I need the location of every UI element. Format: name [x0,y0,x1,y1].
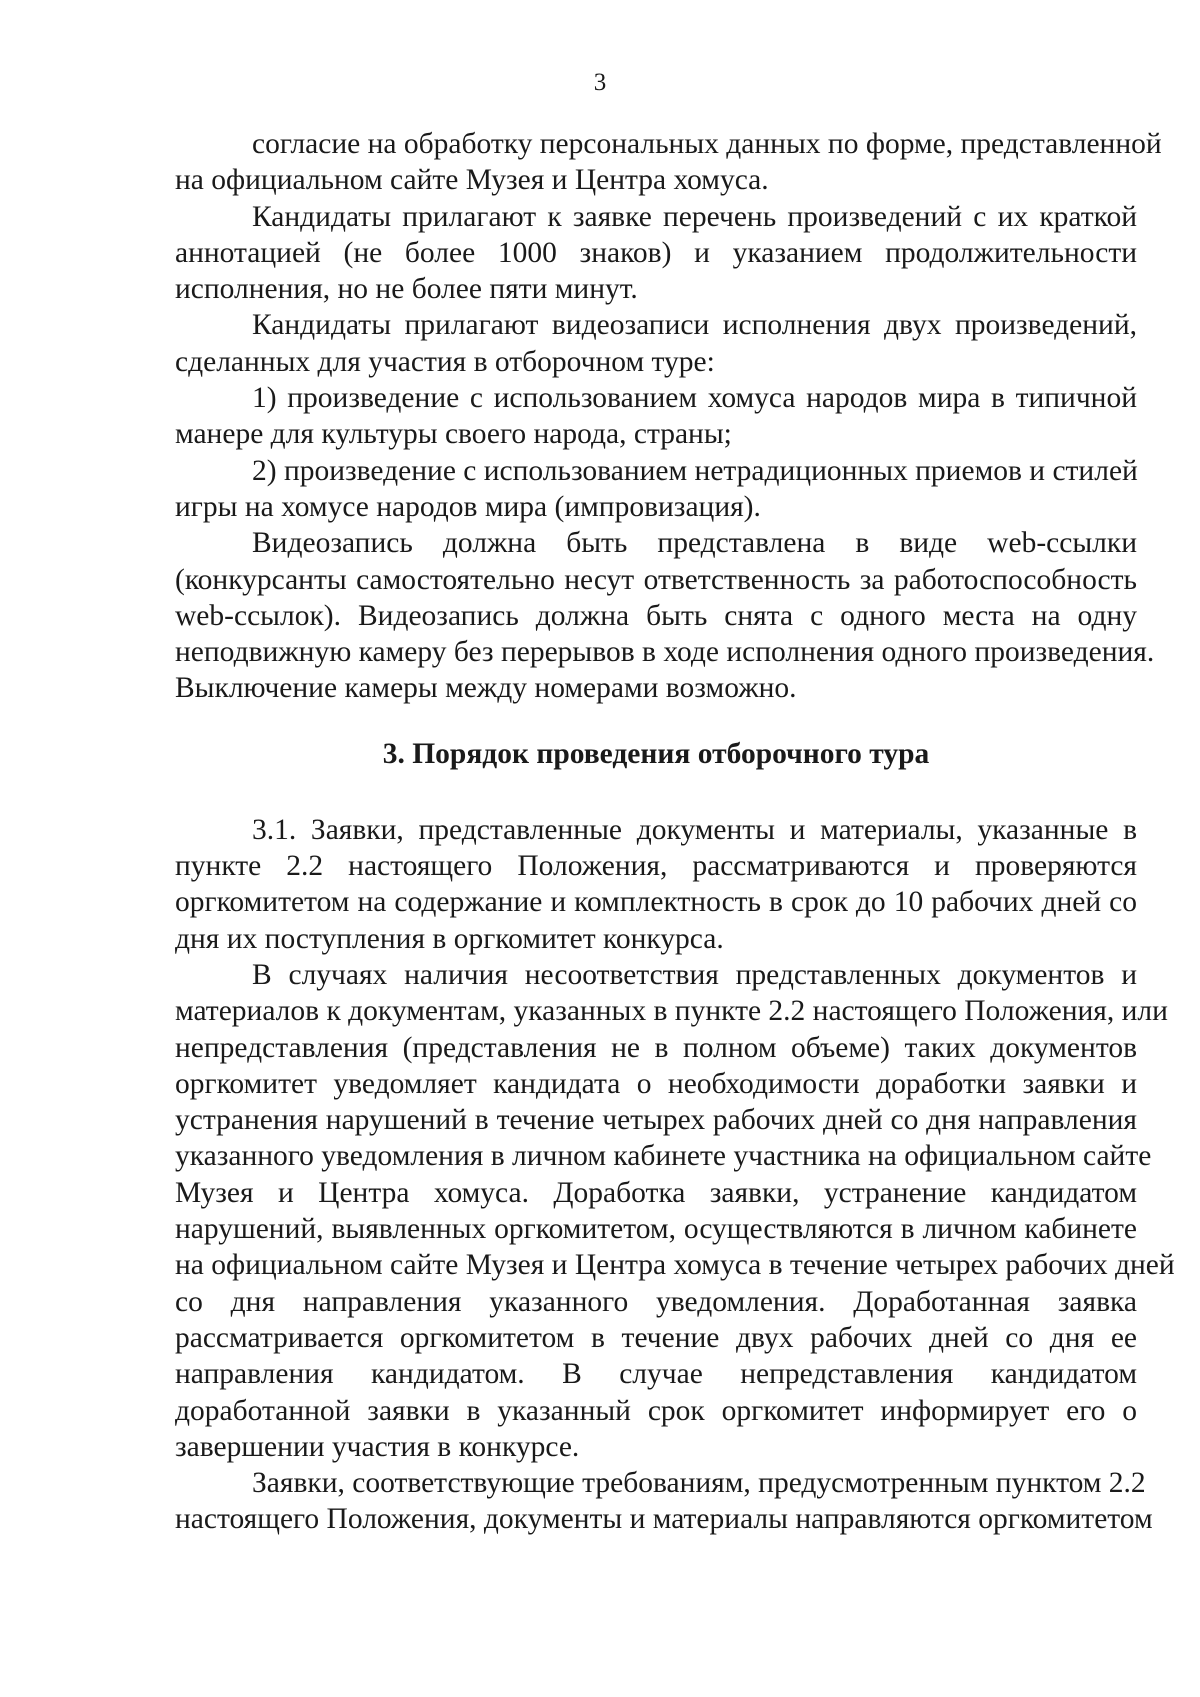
text-line: игры на хомусе народов мира (импровизация). [175,490,761,523]
text-line: нарушений, выявленных оргкомитетом, осуществляются в личном кабинете [175,1213,1137,1246]
text-line: рассматривается оргкомитетом в течение двух рабочих дней со дня ее [175,1321,1137,1354]
text-line: В случаях наличия несоответствия представленных документов и [252,958,1137,991]
paragraph [175,126,1162,199]
text-line: настоящего Положения, документы и материалы направляются оргкомитетом [175,1503,1153,1536]
text-line: Музея и Центра хомуса. Доработка заявки, устранение кандидатом [175,1176,1137,1209]
section-heading: 3. Порядок проведения отборочного тура [382,737,930,770]
text-line: оргкомитет уведомляет кандидата о необходимости доработки заявки и [175,1067,1137,1100]
paragraph [175,199,1137,308]
paragraphs-after-heading [175,812,1175,1538]
text-line: аннотацией (не более 1000 знаков) и указанием продолжительности [175,236,1137,269]
text-line: манере для культуры своего народа, страны; [175,418,732,451]
text-line: дня их поступления в оргкомитет конкурса. [175,922,724,955]
text-line: сделанных для участия в отборочном туре: [175,345,715,378]
text-line: оргкомитетом на содержание и комплектность в срок до 10 рабочих дней со [175,886,1137,919]
text-line: согласие на обработку персональных данных по форме, представленной [252,128,1162,160]
text-line: 2) произведение с использованием нетрадиционных приемов и стилей [252,454,1138,487]
text-line: 1) произведение с использованием хомуса народов мира в типичной [252,382,1137,415]
text-line: материалов к документам, указанных в пункте 2.2 настоящего Положения, или [175,995,1168,1028]
text-line: устранения нарушений в течение четырех рабочих дней со дня направления [175,1104,1137,1137]
text-line: на официальном сайте Музея и Центра хомуса в течение четырех рабочих дней [175,1249,1175,1282]
paragraph [175,1465,1153,1538]
page-number: 3 [593,69,607,96]
text-line: web-ссылок). Видеозапись должна быть снята с одного места на одну [175,599,1137,632]
text-line: пункте 2.2 настоящего Положения, рассматриваются и проверяются [175,850,1137,883]
paragraph [175,957,1175,1465]
text-line: направления кандидатом. В случае непредставления кандидатом [175,1358,1137,1391]
text-line: неподвижную камеру без перерывов в ходе исполнения одного произведения. [175,636,1155,669]
text-line: непредставления (представления не в полном объеме) таких документов [175,1031,1137,1064]
paragraph [175,453,1137,526]
text-line: указанного уведомления в личном кабинете участника на официальном сайте [175,1140,1152,1173]
document-body [175,126,1175,1538]
text-line: доработанной заявки в указанный срок оргкомитет информирует его о [175,1394,1137,1427]
paragraph [175,307,1137,380]
text-line: Видеозапись должна быть представлена в виде web-ссылки [252,527,1137,560]
paragraphs-before-heading [175,126,1162,707]
text-line: Выключение камеры между номерами возможно. [175,672,797,705]
paragraph [175,525,1155,706]
text-line: (конкурсанты самостоятельно несут ответственность за работоспособность [175,563,1137,596]
text-line: Кандидаты прилагают к заявке перечень произведений с их краткой [252,200,1137,233]
text-line: Заявки, соответствующие требованиям, предусмотренным пунктом 2.2 [252,1467,1146,1500]
text-line: Кандидаты прилагают видеозаписи исполнения двух произведений, [252,309,1137,342]
text-line: завершении участия в конкурсе. [175,1430,580,1463]
paragraph [175,812,1137,957]
text-line: 3.1. Заявки, представленные документы и материалы, указанные в [252,813,1137,846]
paragraph [175,380,1137,453]
text-line: на официальном сайте Музея и Центра хомуса. [175,164,769,197]
text-line: исполнения, но не более пяти минут. [175,273,638,306]
text-line: со дня направления указанного уведомления. Доработанная заявка [175,1285,1137,1318]
